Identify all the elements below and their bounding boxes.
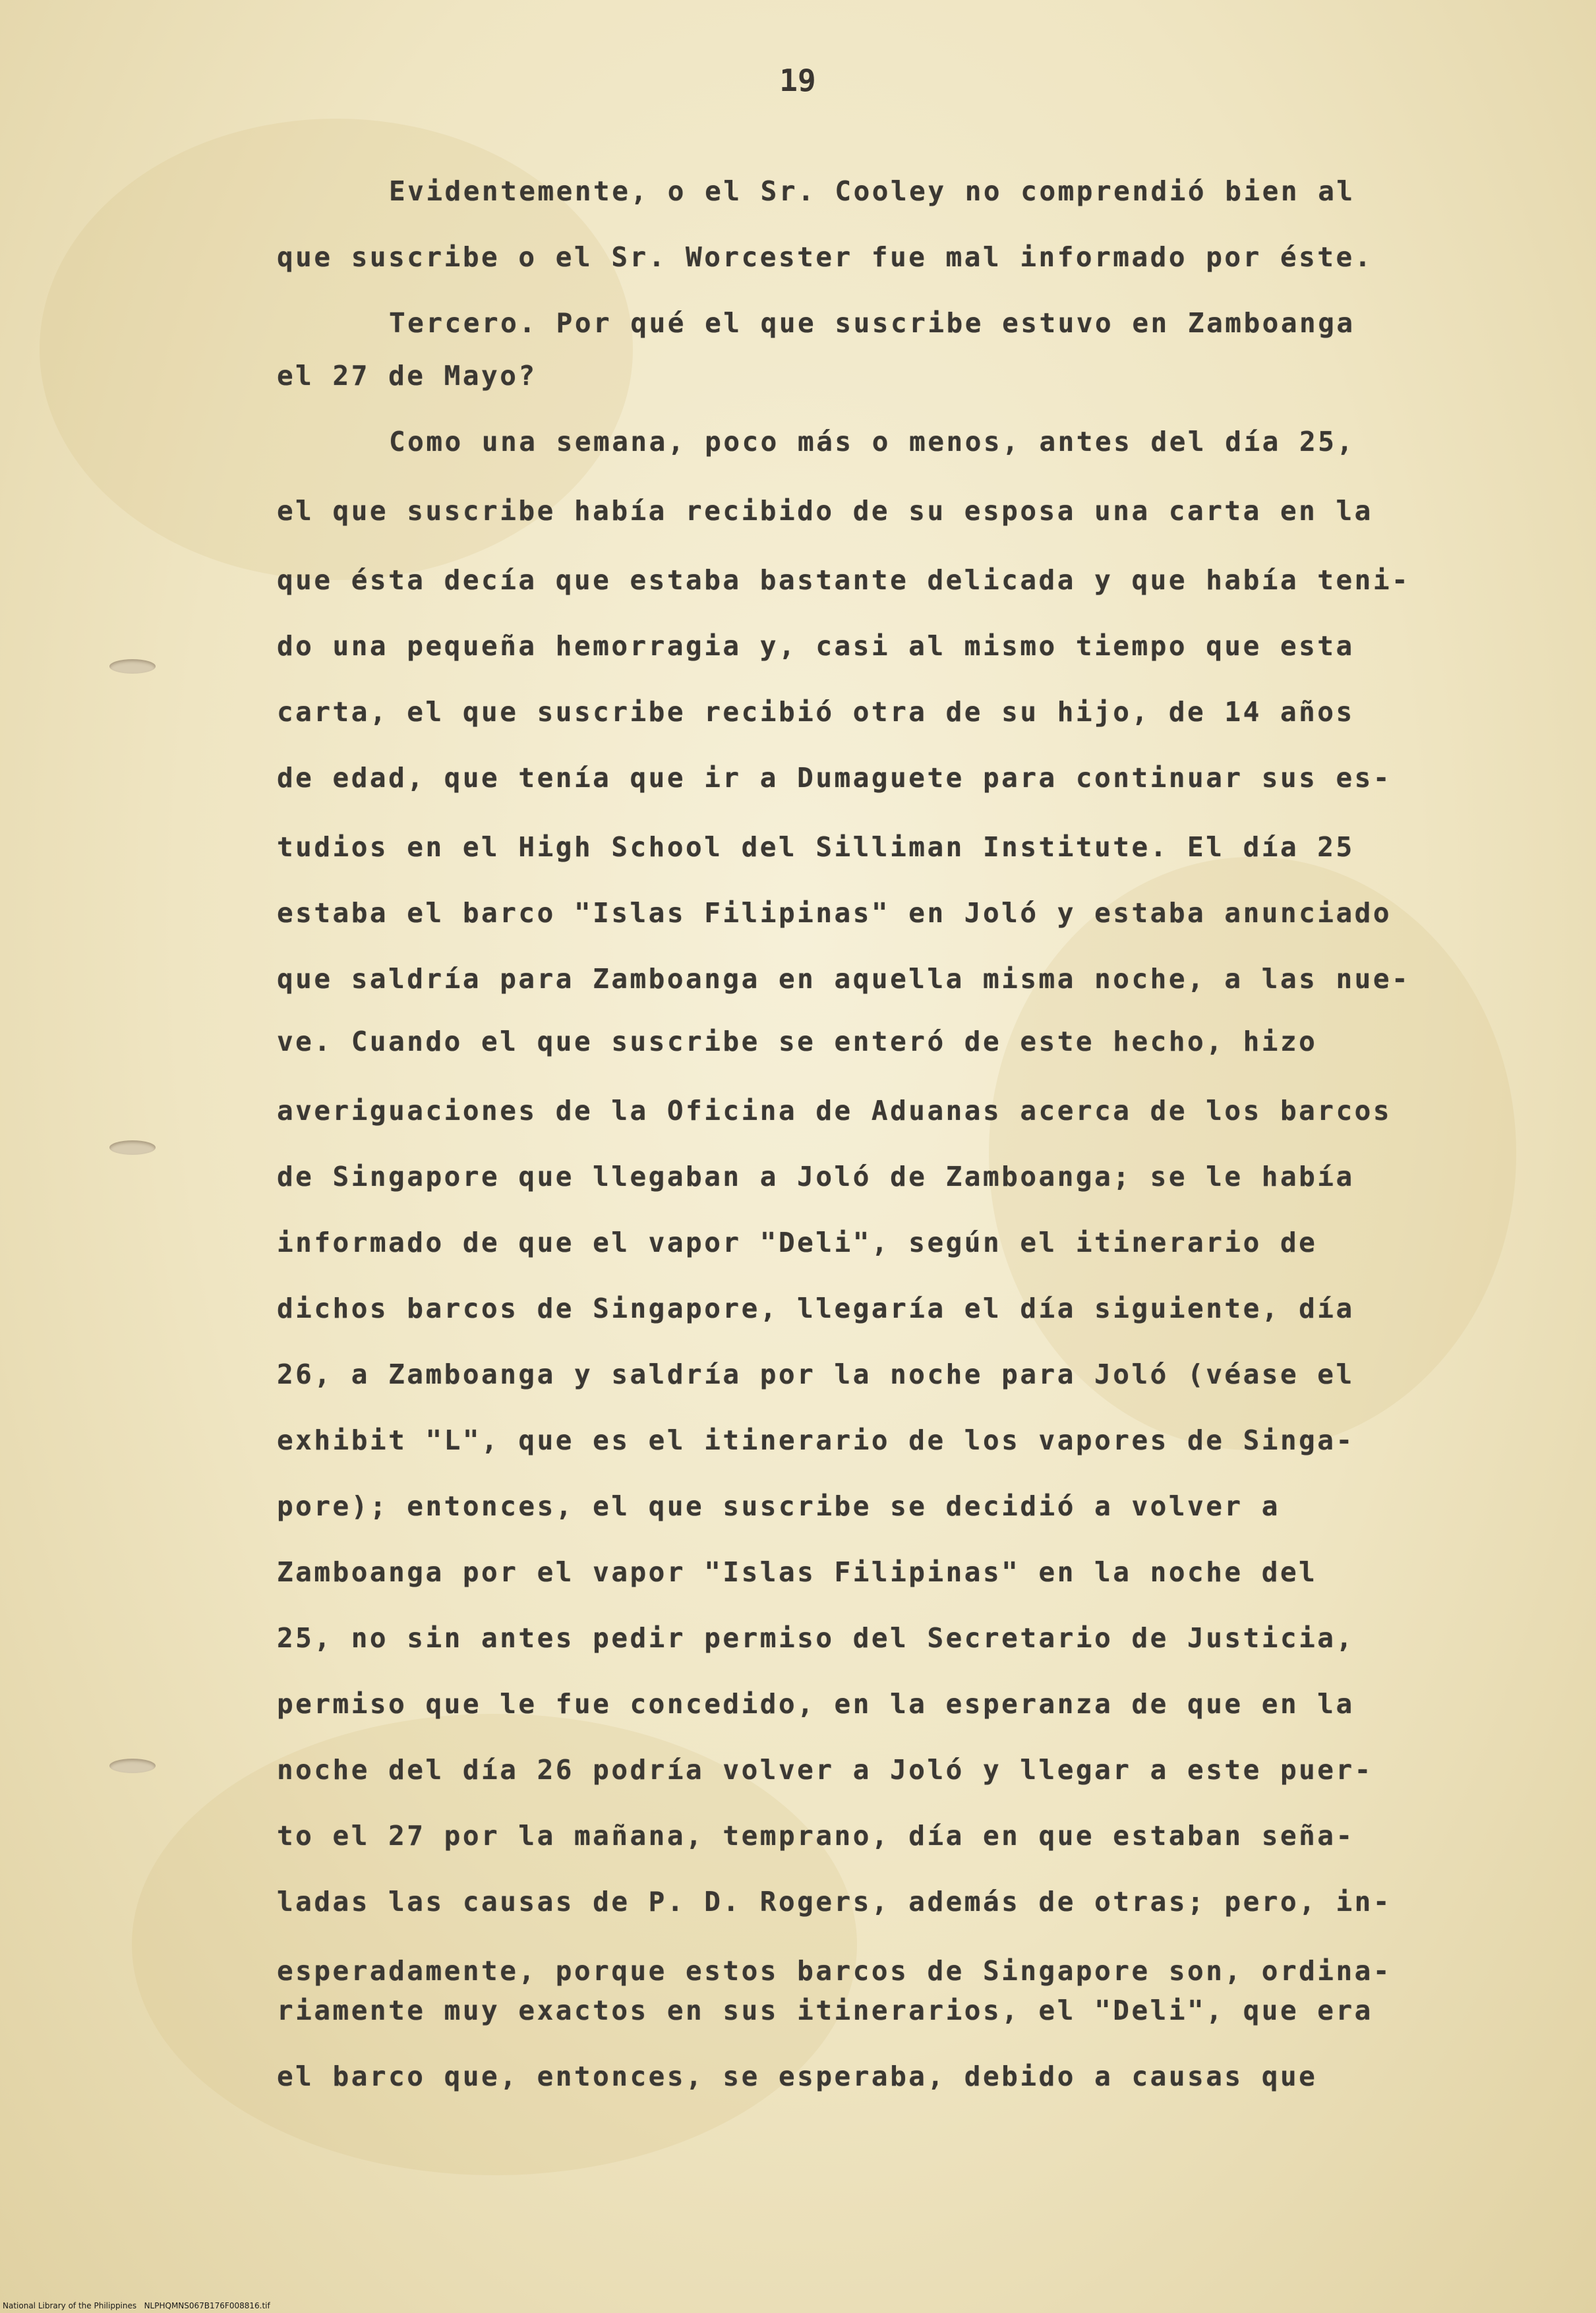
text-line: ladas las causas de P. D. Rogers, además de otras; pero, in- [277,1886,1392,1918]
punch-hole [109,659,156,674]
text-line: 25, no sin antes pedir permiso del Secretario de Justicia, [277,1622,1355,1654]
text-line: 26, a Zamboanga y saldría por la noche para Joló (véase el [277,1359,1355,1390]
text-line: riamente muy exactos en sus itinerarios, el "Deli", que era [277,1995,1373,2026]
text-line: estaba el barco "Islas Filipinas" en Joló y estaba anunciado [277,897,1392,929]
text-line: tudios en el High School del Silliman Institute. El día 25 [277,831,1355,863]
text-line: el barco que, entonces, se esperaba, debido a causas que [277,2061,1318,2092]
punch-hole [109,1759,156,1773]
text-line: do una pequeña hemorragia y, casi al mismo tiempo que esta [277,630,1355,662]
text-line: Como una semana, poco más o menos, antes del día 25, [389,426,1355,457]
text-line: Zamboanga por el vapor "Islas Filipinas" en la noche del [277,1556,1318,1588]
text-line: noche del día 26 podría volver a Joló y llegar a este puer- [277,1754,1373,1786]
text-line: pore); entonces, el que suscribe se decidió a volver a [277,1490,1280,1522]
text-line: dichos barcos de Singapore, llegaría el día siguiente, día [277,1293,1355,1324]
text-line: que ésta decía que estaba bastante delicada y que había teni- [277,564,1411,596]
text-line: carta, el que suscribe recibió otra de su hijo, de 14 años [277,696,1355,728]
text-line: to el 27 por la mañana, temprano, día en que estaban seña- [277,1820,1355,1852]
text-line: exhibit "L", que es el itinerario de los vapores de Singa- [277,1424,1355,1456]
text-line: Evidentemente, o el Sr. Cooley no comprendió bien al [389,175,1355,207]
punch-hole [109,1140,156,1155]
text-line: de edad, que tenía que ir a Dumaguete para continuar sus es- [277,762,1392,794]
text-line: que saldría para Zamboanga en aquella misma noche, a las nue- [277,963,1411,995]
archive-credit-footer: National Library of the Philippines NLPHQMNS067B176F008816.tif [3,2301,270,2310]
text-line: Tercero. Por qué el que suscribe estuvo en Zamboanga [389,307,1355,339]
text-line: averiguaciones de la Oficina de Aduanas acerca de los barcos [277,1095,1392,1127]
text-line: ve. Cuando el que suscribe se enteró de este hecho, hizo [277,1026,1318,1057]
text-line: esperadamente, porque estos barcos de Singapore son, ordina- [277,1955,1392,1987]
text-line: que suscribe o el Sr. Worcester fue mal informado por éste. [277,241,1373,273]
text-line: permiso que le fue concedido, en la esperanza de que en la [277,1688,1355,1720]
text-line: el 27 de Mayo? [277,360,537,392]
text-line: el que suscribe había recibido de su esposa una carta en la [277,495,1373,527]
page-number: 19 [779,63,816,98]
text-line: de Singapore que llegaban a Joló de Zamboanga; se le había [277,1161,1355,1192]
text-line: informado de que el vapor "Deli", según el itinerario de [277,1227,1318,1258]
